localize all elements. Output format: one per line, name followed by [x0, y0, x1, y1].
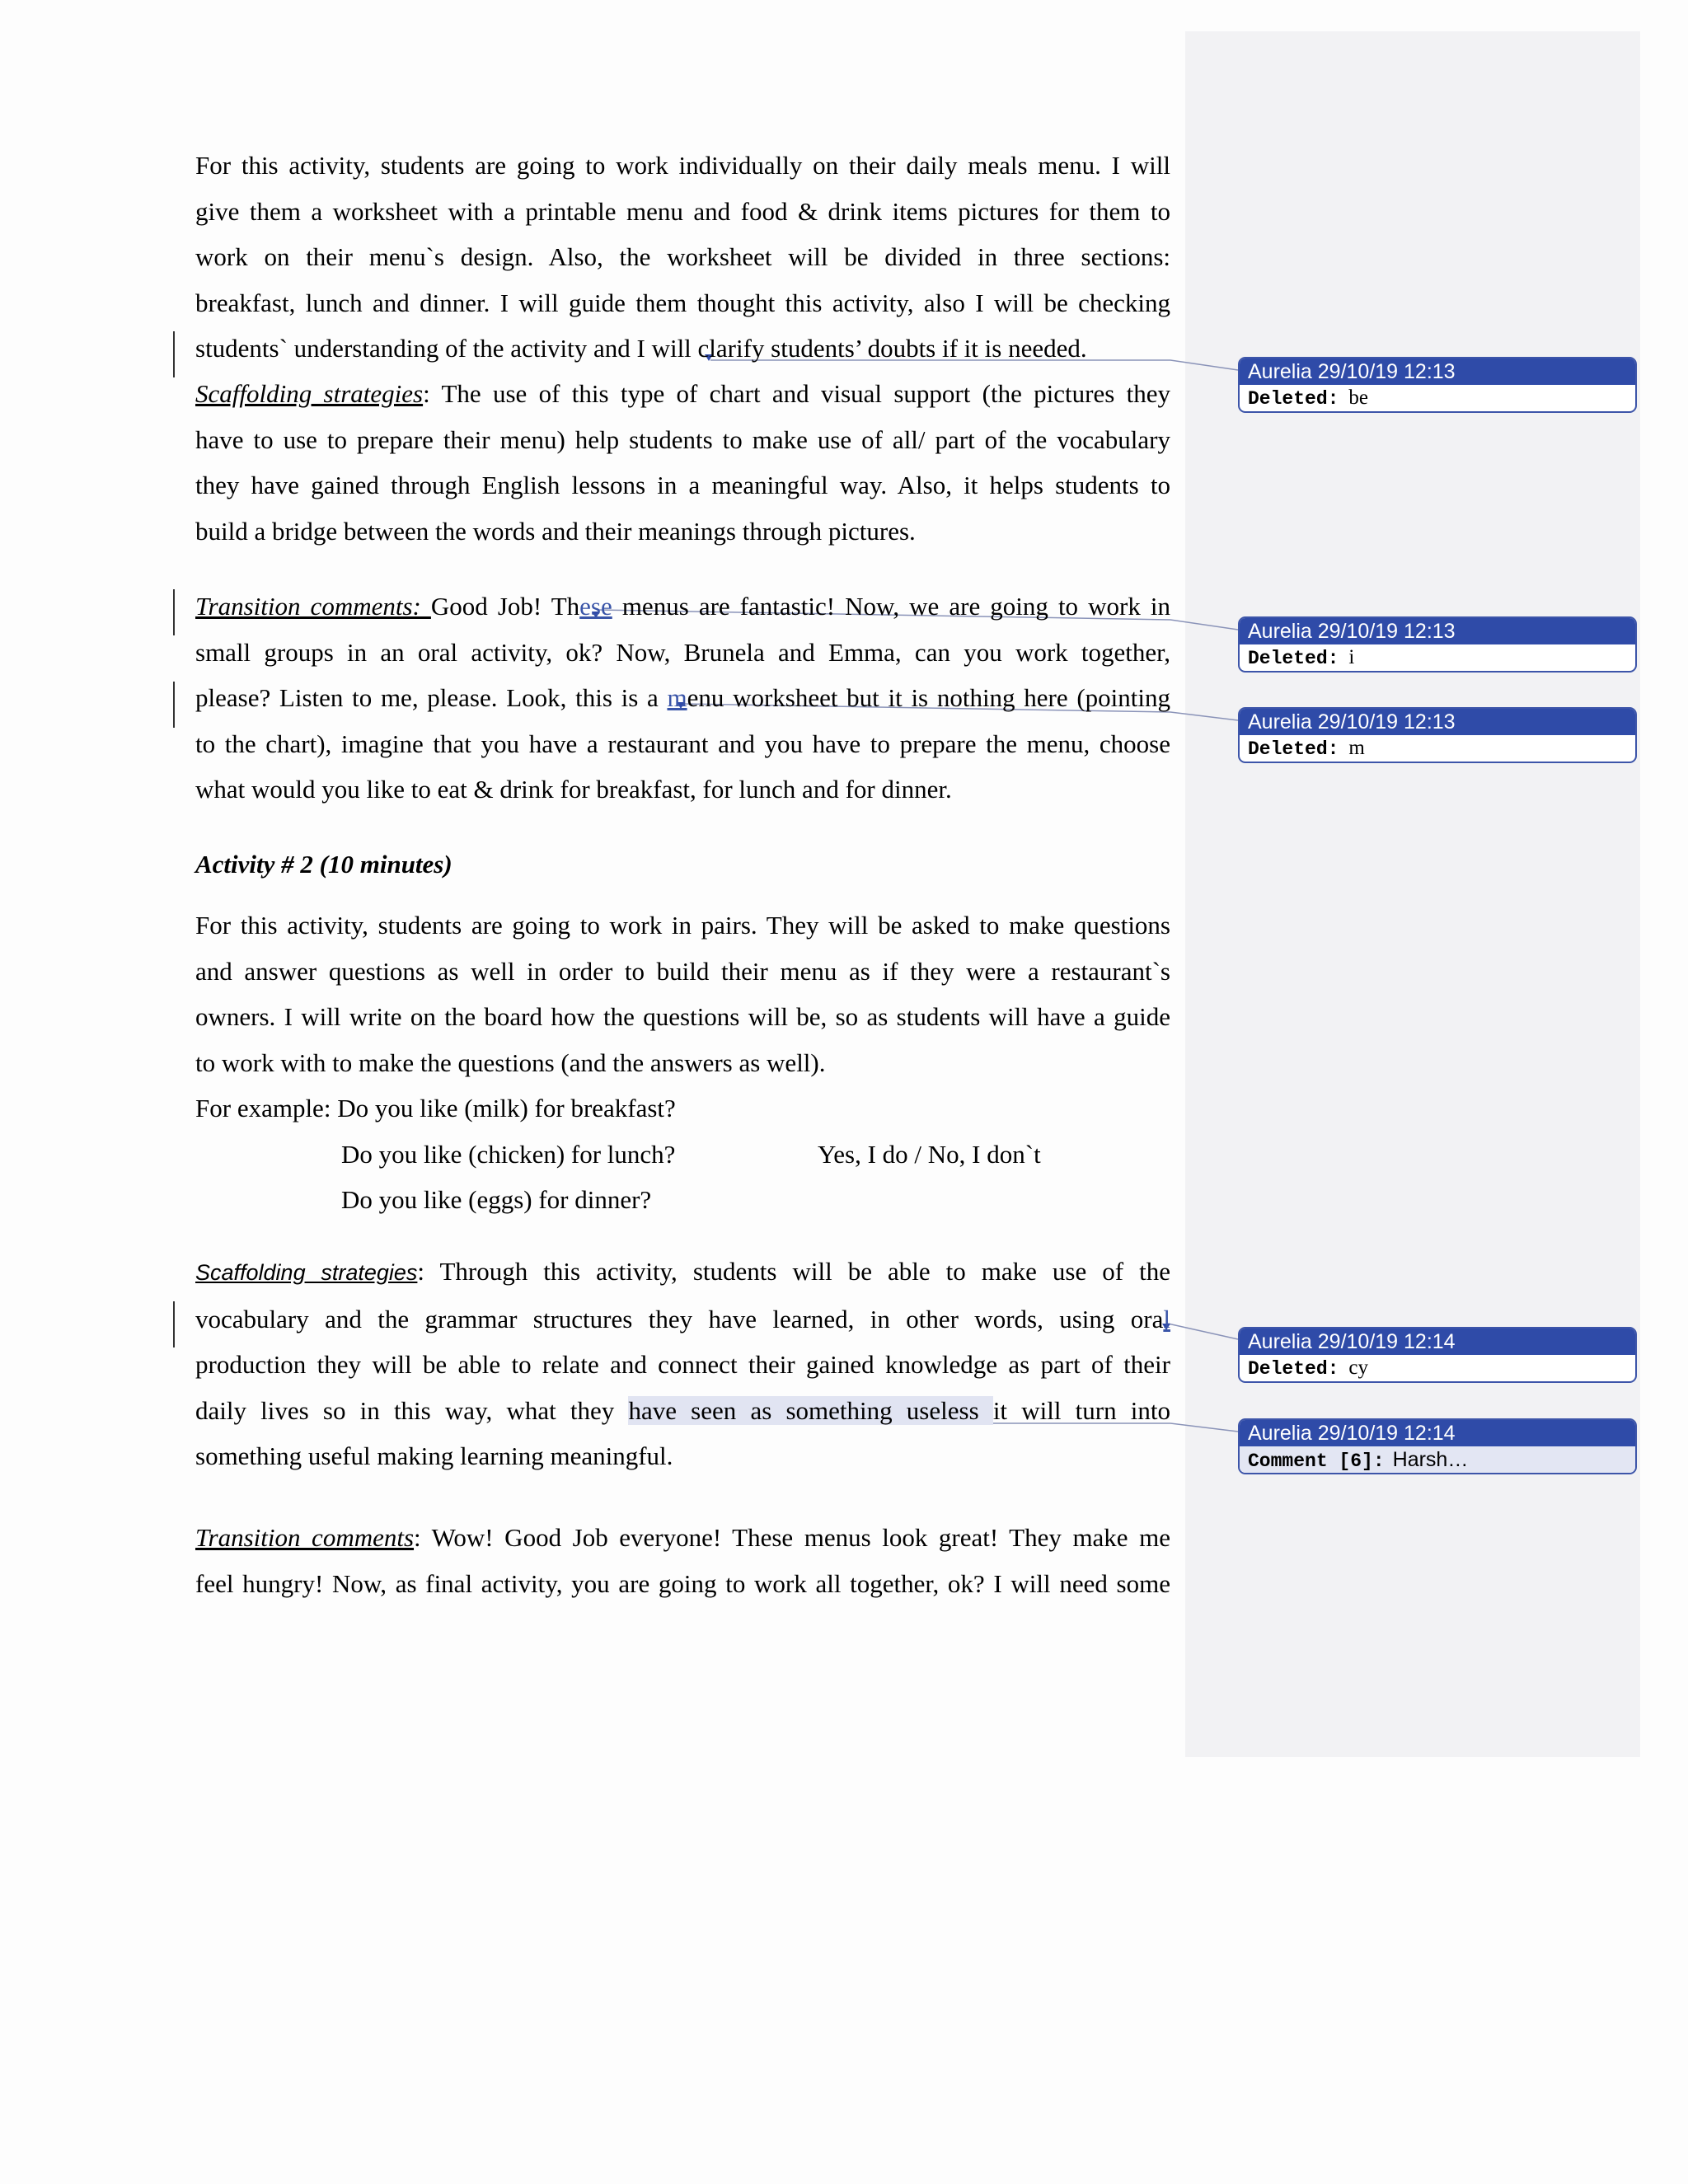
example-label: For example: [195, 1094, 338, 1122]
text-line: to the chart), imagine that you have a restaurant and you have to prepare the menu, choose [195, 729, 1170, 758]
balloon-value: m [1348, 737, 1365, 759]
change-bar [173, 589, 175, 635]
revision-balloon[interactable] [1238, 357, 1637, 413]
revision-balloon[interactable] [1238, 616, 1637, 673]
balloon-kind: Deleted: [1248, 388, 1339, 410]
balloon-kind: Deleted: [1248, 648, 1339, 669]
scaffolding-label: Scaffolding strategies [195, 379, 424, 408]
text-fragment: daily lives so in this way, what they [195, 1395, 629, 1425]
text-fragment: enu worksheet but it is nothing here (pointing [687, 683, 1170, 712]
text-line [195, 1296, 1170, 1343]
balloon-body [1240, 385, 1635, 411]
text-line [195, 1515, 1170, 1561]
text-fragment: Good Job! Th [430, 592, 580, 621]
text-fragment: please? Listen to me, please. Look, this is a [195, 683, 668, 712]
inserted-text[interactable]: ese [579, 592, 612, 621]
text-line [195, 583, 1170, 630]
change-bar [173, 331, 175, 377]
connector-line-4 [1168, 1324, 1238, 1339]
activity-2-heading: Activity # 2 (10 minutes) [195, 850, 452, 879]
commented-text-highlight[interactable]: have seen as something useless [628, 1395, 993, 1425]
text-line: students` understanding of the activity and I will clarify students’ doubts if it is needed. [195, 334, 1087, 363]
text-line [195, 675, 1170, 721]
text-line [195, 1249, 1170, 1296]
text-line: give them a worksheet with a printable menu and food & drink items pictures for them to [195, 196, 1170, 226]
text-line [195, 1388, 1170, 1434]
paragraph-scaffolding-2 [195, 1249, 1170, 1479]
text-line: build a bridge between the words and their meanings through pictures. [195, 516, 916, 546]
example-question: Do you like (milk) for breakfast? [337, 1094, 676, 1122]
change-bar [173, 1301, 175, 1347]
text-line: to work with to make the questions (and the answers as well). [195, 1047, 826, 1077]
text-line: For this activity, students are going to work in pairs. They will be asked to make questions [195, 911, 1170, 940]
text-fragment: : Through this activity, students will be able to make use of the [417, 1257, 1170, 1286]
change-bar [173, 682, 175, 728]
transition-label: Transition comments: [195, 592, 431, 621]
text-line: have to use to prepare their menu) help students to make use of all/ part of the vocabulary [195, 424, 1170, 454]
inserted-text[interactable]: m [667, 683, 687, 712]
example-answer: Yes, I do / No, I don`t [818, 1139, 1041, 1169]
balloon-kind: Deleted: [1248, 1358, 1339, 1380]
balloon-body [1240, 1446, 1635, 1473]
text-fragment: vocabulary and the grammar structures they have learned, in other words, using ora [195, 1304, 1164, 1333]
example-question: Do you like (eggs) for dinner? [341, 1185, 652, 1214]
text-line: work on their menu`s design. Also, the worksheet will be divided in three sections: [195, 242, 1170, 271]
text-line: production they will be able to relate and connect their gained knowledge as part of their [195, 1350, 1170, 1379]
text-line: For this activity, students are going to work individually on their daily meals menu. I will [195, 151, 1170, 180]
text-line [195, 1177, 1170, 1223]
text-line: owners. I will write on the board how the questions will be, so as students will have a guide [195, 1002, 1170, 1031]
balloon-header: Aurelia 29/10/19 12:13 [1240, 709, 1635, 735]
balloon-body [1240, 644, 1635, 671]
balloon-header: Aurelia 29/10/19 12:13 [1240, 618, 1635, 644]
balloon-value: be [1348, 387, 1369, 409]
text-line: something useful making learning meaningful. [195, 1441, 673, 1470]
scaffolding-label: Scaffolding strategies [195, 1260, 418, 1285]
balloon-kind: Comment [6]: [1248, 1451, 1385, 1472]
balloon-body [1240, 735, 1635, 762]
balloon-body [1240, 1355, 1635, 1381]
text-fragment: : The use of this type of chart and visual support (the pictures they [423, 379, 1170, 408]
balloon-kind: Deleted: [1248, 738, 1339, 760]
text-fragment: menus are fantastic! Now, we are going to work in [612, 592, 1170, 621]
text-line: breakfast, lunch and dinner. I will guide them thought this activity, also I will be checking [195, 288, 1170, 317]
example-question: Do you like (chicken) for lunch? [341, 1139, 676, 1169]
inserted-text[interactable]: l [1163, 1304, 1170, 1333]
balloon-value: i [1348, 646, 1355, 668]
text-line [195, 1132, 1170, 1178]
revision-balloon[interactable] [1238, 707, 1637, 763]
balloon-header: Aurelia 29/10/19 12:14 [1240, 1329, 1635, 1355]
paragraph-scaffolding-1 [195, 371, 1170, 554]
paragraph-activity-2 [195, 902, 1170, 1223]
balloon-value: Harsh… [1392, 1448, 1469, 1471]
balloon-value: cy [1348, 1357, 1369, 1379]
revision-balloon[interactable] [1238, 1327, 1637, 1383]
text-fragment: it will turn into [992, 1395, 1170, 1425]
text-line: what would you like to eat & drink for breakfast, for lunch and for dinner. [195, 775, 952, 804]
transition-label: Transition comments [195, 1523, 415, 1552]
balloon-header: Aurelia 29/10/19 12:13 [1240, 359, 1635, 385]
text-line: they have gained through English lessons in a meaningful way. Also, it helps students to [195, 471, 1170, 499]
comment-balloon[interactable] [1238, 1418, 1637, 1474]
text-line [195, 1085, 1170, 1132]
paragraph-activity-intro [195, 143, 1170, 372]
text-fragment: : Wow! Good Job everyone! These menus look great! They make me [414, 1523, 1171, 1552]
text-line: and answer questions as well in order to build their menu as if they were a restaurant`s [195, 956, 1170, 986]
paragraph-transition-1 [195, 583, 1170, 813]
balloon-header: Aurelia 29/10/19 12:14 [1240, 1420, 1635, 1446]
paragraph-transition-2 [195, 1515, 1170, 1606]
text-line: small groups in an oral activity, ok? Now, Brunela and Emma, can you work together, [195, 637, 1170, 667]
text-line: feel hungry! Now, as final activity, you are going to work all together, ok? I will need some [195, 1568, 1170, 1598]
text-line [195, 371, 1170, 417]
